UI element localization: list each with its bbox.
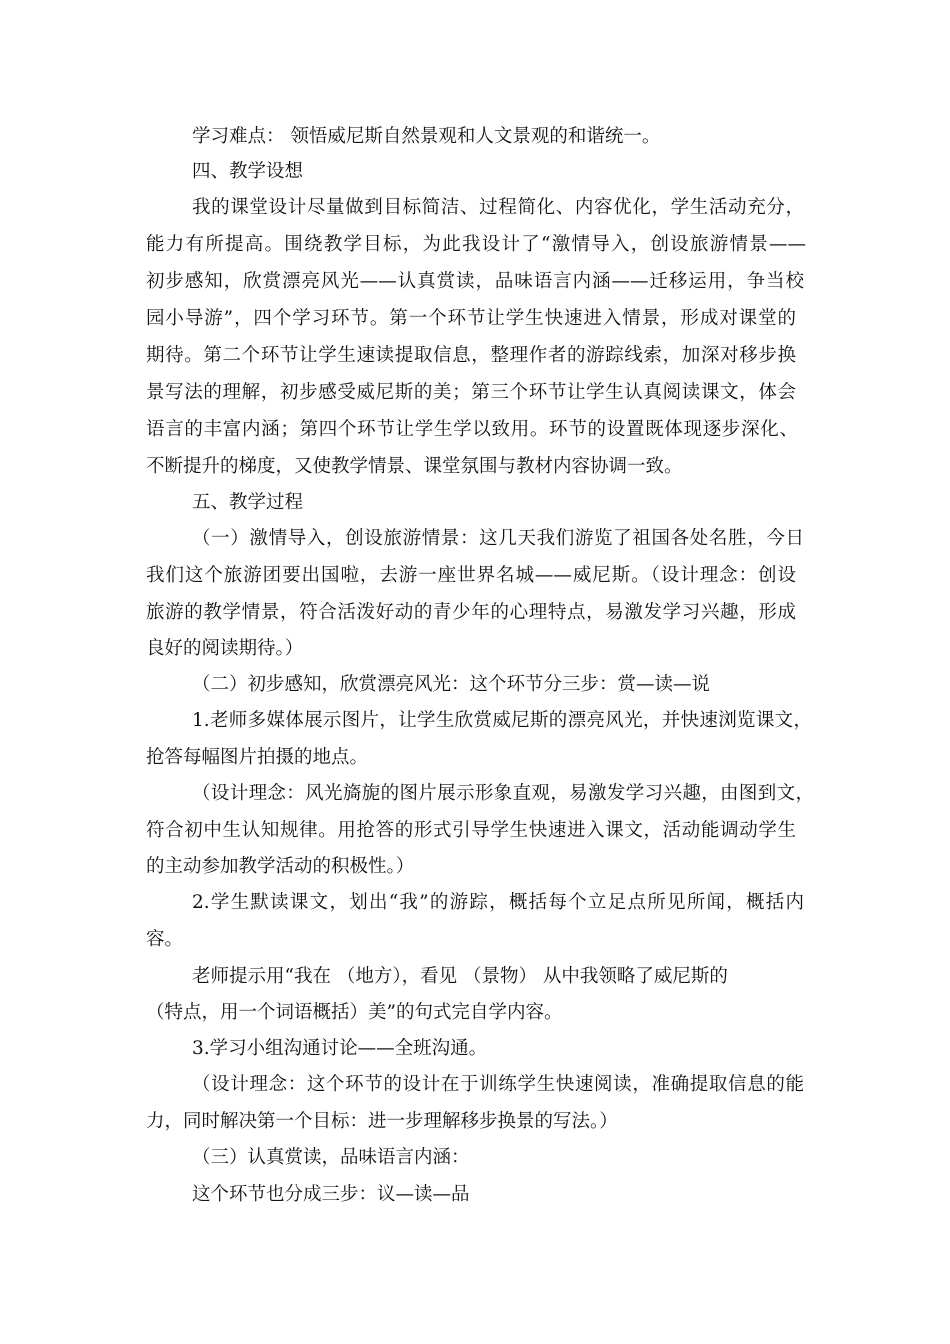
step-3-line: 3.学习小组沟通讨论——全班沟通。 (192, 1038, 488, 1059)
subsection-heading-2: （二）初步感知，欣赏漂亮风光：这个环节分三步：赏—读—说 (192, 674, 711, 695)
paragraph-line: 园小导游”，四个学习环节。第一个环节让学生快速进入情景，形成对课堂的 (146, 308, 796, 329)
paragraph-line: 不断提升的梯度，又使教学情景、课堂氛围与教材内容协调一致。 (146, 456, 683, 477)
design-note-line: 符合初中生认知规律。用抢答的形式引导学生快速进入课文，活动能调动学生 (146, 820, 796, 841)
paragraph-line: 能力有所提高。围绕教学目标，为此我设计了“激情导入，创设旅游情景—— (146, 234, 806, 255)
paragraph-line: 这个环节也分成三步：议—读—品 (192, 1184, 470, 1205)
teacher-hint-line: 老师提示用“我在 （地方），看见 （景物） 从中我领略了威尼斯的 (192, 966, 728, 987)
paragraph-line: 良好的阅读期待。） (146, 638, 304, 659)
difficulty-line: 学习难点： 领悟威尼斯自然景观和人文景观的和谐统一。 (192, 126, 661, 147)
section-heading-5: 五、教学过程 (192, 492, 304, 513)
design-note-line: 的主动参加教学活动的积极性。） (146, 856, 415, 877)
design-note-line: （设计理念：风光旖旎的图片展示形象直观，易激发学习兴趣，由图到文， (192, 783, 814, 804)
paragraph-line: 期待。第二个环节让学生速读提取信息，整理作者的游踪线索，加深对移步换 (146, 345, 796, 366)
paragraph-line: 初步感知，欣赏漂亮风光——认真赏读，品味语言内涵——迁移运用，争当校 (146, 271, 804, 292)
paragraph-line: 语言的丰富内涵；第四个环节让学生学以致用。环节的设置既体现逐步深化、 (146, 419, 798, 440)
section-heading-4: 四、教学设想 (192, 161, 304, 182)
paragraph-line: 我们这个旅游团要出国啦，去游一座世界名城——威尼斯。（设计理念：创设 (146, 565, 796, 586)
paragraph-line: 我的课堂设计尽量做到目标简洁、过程简化、内容优化，学生活动充分， (192, 197, 804, 218)
teacher-hint-line: （特点，用一个词语概括）美”的句式完自学内容。 (146, 1002, 563, 1023)
paragraph-line: 旅游的教学情景，符合活泼好动的青少年的心理特点，易激发学习兴趣，形成 (146, 602, 796, 623)
paragraph-line: （一）激情导入，创设旅游情景：这几天我们游览了祖国各处名胜，今日 (192, 528, 804, 549)
step-1-line: 1.老师多媒体展示图片，让学生欣赏威尼斯的漂亮风光，并快速浏览课文， (192, 710, 812, 731)
design-note-line: 力，同时解决第一个目标：进一步理解移步换景的写法。） (146, 1111, 618, 1132)
step-2-line: 2.学生默读课文，划出“我”的游踪，概括每个立足点所见所闻，概括内 (192, 892, 804, 913)
subsection-heading-3: （三）认真赏读，品味语言内涵： (192, 1147, 470, 1168)
paragraph-line: 景写法的理解，初步感受威尼斯的美；第三个环节让学生认真阅读课文，体会 (146, 382, 796, 403)
step-1-line: 抢答每幅图片拍摄的地点。 (146, 747, 369, 768)
step-2-line: 容。 (146, 929, 184, 950)
design-note-line: （设计理念：这个环节的设计在于训练学生快速阅读，准确提取信息的能 (192, 1074, 804, 1095)
